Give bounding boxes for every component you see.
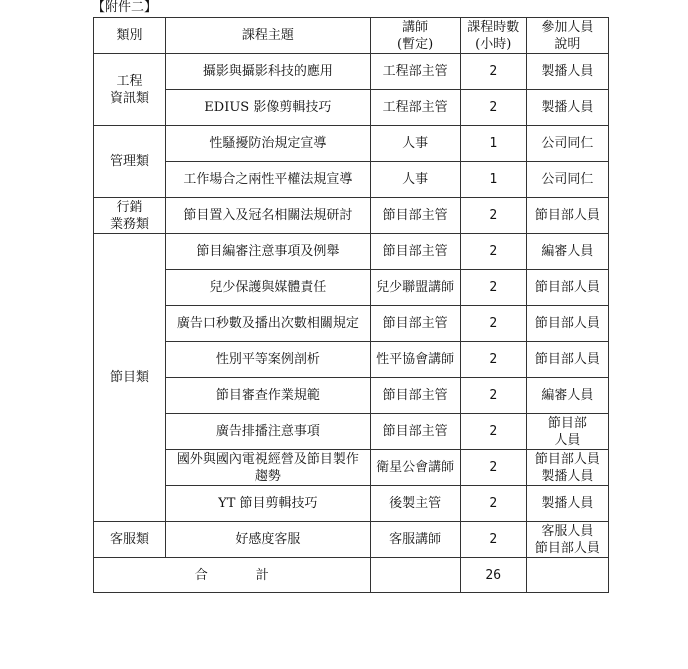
- topic-cell: 節目審查作業規範: [166, 378, 370, 414]
- topic-cell: 性騷擾防治規定宣導: [166, 126, 370, 162]
- total-hours: 26: [460, 558, 526, 593]
- hours-cell: 1: [460, 126, 526, 162]
- table-row: [94, 306, 609, 342]
- topic-cell: 攝影與攝影科技的應用: [166, 54, 370, 90]
- participants-cell: 製播人員: [526, 54, 608, 90]
- topic-cell: 兒少保護與媒體責任: [166, 270, 370, 306]
- participants-cell: 公司同仁: [526, 126, 608, 162]
- hours-cell: 2: [460, 54, 526, 90]
- header-hours: 課程時數 (小時): [460, 18, 526, 54]
- topic-cell: 性別平等案例剖析: [166, 342, 370, 378]
- topic-cell: 廣告排播注意事項: [166, 414, 370, 450]
- topic-cell: 節目置入及冠名相關法規研討: [166, 198, 370, 234]
- lecturer-cell: 節目部主管: [370, 414, 460, 450]
- hours-cell: 2: [460, 414, 526, 450]
- participants-cell: 節目部 人員: [526, 414, 608, 450]
- participants-cell: 公司同仁: [526, 162, 608, 198]
- category-cell: 行銷 業務類: [94, 198, 166, 234]
- category-cell: 客服類: [94, 522, 166, 558]
- hours-cell: 2: [460, 90, 526, 126]
- table-row: [94, 234, 609, 270]
- hours-cell: 2: [460, 342, 526, 378]
- topic-cell: EDIUS 影像剪輯技巧: [166, 90, 370, 126]
- lecturer-cell: 工程部主管: [370, 90, 460, 126]
- lecturer-cell: 節目部主管: [370, 378, 460, 414]
- hours-cell: 2: [460, 306, 526, 342]
- lecturer-cell: 兒少聯盟講師: [370, 270, 460, 306]
- hours-cell: 2: [460, 522, 526, 558]
- participants-cell: 編審人員: [526, 234, 608, 270]
- table-row: [94, 378, 609, 414]
- table-row: [94, 90, 609, 126]
- category-cell: 工程 資訊類: [94, 54, 166, 126]
- participants-cell: 編審人員: [526, 378, 608, 414]
- lecturer-cell: 衛星公會講師: [370, 450, 460, 486]
- hours-cell: 2: [460, 378, 526, 414]
- header-row: [94, 18, 609, 54]
- topic-cell: 好感度客服: [166, 522, 370, 558]
- header-participants: 參加人員 說明: [526, 18, 608, 54]
- topic-cell: 廣告口秒數及播出次數相關規定: [166, 306, 370, 342]
- participants-cell: 節目部人員: [526, 342, 608, 378]
- table-row: [94, 270, 609, 306]
- lecturer-cell: 工程部主管: [370, 54, 460, 90]
- hours-cell: 2: [460, 486, 526, 522]
- participants-cell: 製播人員: [526, 486, 608, 522]
- annex-label: 【附件二】: [92, 0, 158, 15]
- lecturer-cell: 人事: [370, 126, 460, 162]
- participants-cell: 製播人員: [526, 90, 608, 126]
- topic-cell: 工作場合之兩性平權法規宣導: [166, 162, 370, 198]
- participants-cell: 節目部人員 製播人員: [526, 450, 608, 486]
- hours-cell: 2: [460, 234, 526, 270]
- course-table: [93, 17, 609, 593]
- table-row: [94, 54, 609, 90]
- total-participants-empty: [526, 558, 608, 593]
- lecturer-cell: 後製主管: [370, 486, 460, 522]
- participants-cell: 客服人員 節目部人員: [526, 522, 608, 558]
- hours-cell: 1: [460, 162, 526, 198]
- header-topic: 課程主題: [166, 18, 370, 54]
- lecturer-cell: 節目部主管: [370, 198, 460, 234]
- topic-cell: YT 節目剪輯技巧: [166, 486, 370, 522]
- header-lecturer: 講師 (暫定): [370, 18, 460, 54]
- table-row: [94, 126, 609, 162]
- hours-cell: 2: [460, 270, 526, 306]
- header-category: 類別: [94, 18, 166, 54]
- participants-cell: 節目部人員: [526, 198, 608, 234]
- lecturer-cell: 節目部主管: [370, 306, 460, 342]
- hours-cell: 2: [460, 198, 526, 234]
- total-row: [94, 558, 609, 593]
- table-row: [94, 486, 609, 522]
- lecturer-cell: 人事: [370, 162, 460, 198]
- participants-cell: 節目部人員: [526, 306, 608, 342]
- table-row: [94, 342, 609, 378]
- lecturer-cell: 性平協會講師: [370, 342, 460, 378]
- total-lecturer-empty: [370, 558, 460, 593]
- lecturer-cell: 客服講師: [370, 522, 460, 558]
- table-row: [94, 450, 609, 486]
- table-row: [94, 198, 609, 234]
- total-label: 合 計: [94, 558, 371, 593]
- topic-cell: 節目編審注意事項及例舉: [166, 234, 370, 270]
- table-row: [94, 522, 609, 558]
- category-cell: 管理類: [94, 126, 166, 198]
- hours-cell: 2: [460, 450, 526, 486]
- table-row: [94, 414, 609, 450]
- participants-cell: 節目部人員: [526, 270, 608, 306]
- topic-cell: 國外與國內電視經營及節目製作 趨勢: [166, 450, 370, 486]
- category-cell: 節目類: [94, 234, 166, 522]
- table-row: [94, 162, 609, 198]
- lecturer-cell: 節目部主管: [370, 234, 460, 270]
